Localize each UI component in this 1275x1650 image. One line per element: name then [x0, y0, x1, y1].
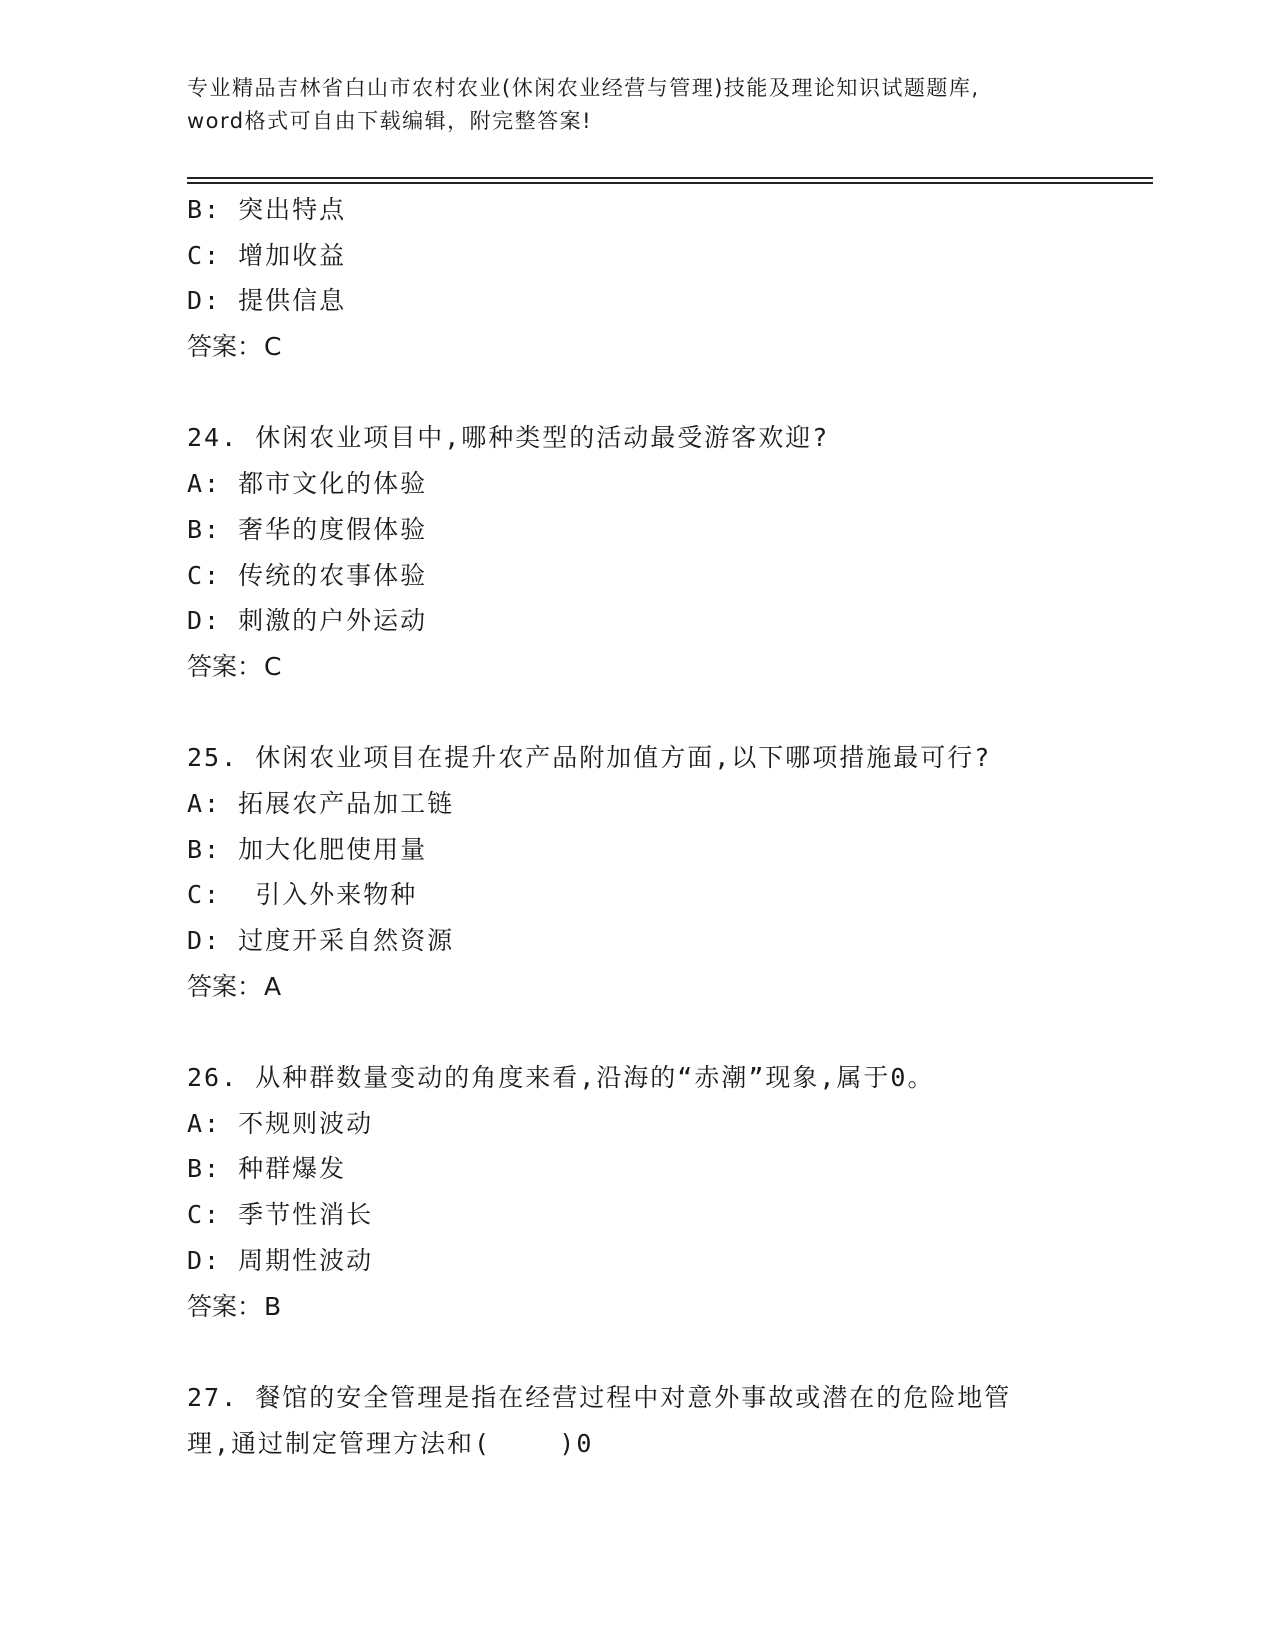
question-27	[187, 1375, 1147, 1466]
question-text: 餐馆的安全管理是指在经营过程中对意外事故或潜在的危险地管	[255, 1382, 1012, 1412]
option-line	[187, 187, 1147, 233]
question-25	[187, 735, 1147, 1009]
answer-value: B	[264, 1291, 282, 1321]
answer-label: 答案：	[187, 1291, 263, 1321]
option-text: 传统的农事体验	[238, 560, 428, 590]
option-line	[187, 233, 1147, 279]
option-key: D:	[187, 1245, 239, 1275]
option-key: A:	[187, 1108, 239, 1138]
answer-line	[187, 964, 1147, 1010]
option-text: 提供信息	[238, 286, 347, 316]
question-text-continued: 理,通过制定管理方法和( )0	[187, 1428, 594, 1458]
question-text: 从种群数量变动的角度来看,沿海的“赤潮”现象,属于0。	[255, 1063, 935, 1093]
option-line	[187, 1146, 1147, 1192]
question-line	[187, 735, 1147, 781]
option-key: A:	[187, 469, 239, 499]
option-text: 增加收益	[238, 240, 347, 270]
header-divider-top	[187, 177, 1153, 179]
option-text: 拓展农产品加工链	[238, 788, 455, 818]
question-26	[187, 1055, 1147, 1329]
option-key: B:	[187, 195, 239, 224]
question-number: 24.	[187, 423, 256, 453]
option-line	[187, 507, 1147, 553]
option-text: 不规则波动	[238, 1108, 374, 1138]
option-key: C:	[187, 240, 239, 270]
option-key: B:	[187, 1154, 239, 1184]
question-number: 25.	[187, 743, 256, 773]
option-line	[187, 781, 1147, 827]
option-key: B:	[187, 834, 239, 864]
option-text: 突出特点	[238, 195, 347, 224]
answer-value: C	[264, 332, 282, 362]
option-text: 种群爆发	[238, 1154, 347, 1184]
option-line	[187, 1101, 1147, 1147]
option-text: 刺激的户外运动	[238, 606, 428, 636]
spacer	[187, 370, 1147, 416]
option-key: D:	[187, 286, 239, 316]
question-number: 26.	[187, 1063, 256, 1093]
question-line	[187, 1055, 1147, 1101]
option-text: 加大化肥使用量	[238, 834, 428, 864]
option-key: C:	[187, 560, 239, 590]
answer-line	[187, 1284, 1147, 1330]
option-line	[187, 872, 1147, 918]
option-line	[187, 1192, 1147, 1238]
spacer	[187, 1329, 1147, 1375]
option-line	[187, 461, 1147, 507]
question-line-continued	[187, 1421, 1147, 1467]
option-line	[187, 1238, 1147, 1284]
option-line	[187, 918, 1147, 964]
header-title-line-2: word格式可自由下载编辑，附完整答案!	[187, 109, 593, 133]
spacer	[187, 690, 1147, 736]
answer-value: C	[264, 651, 282, 681]
option-key: A:	[187, 788, 239, 818]
document-header	[187, 72, 1087, 138]
option-key: D:	[187, 926, 239, 955]
question-number: 27.	[187, 1382, 256, 1412]
answer-line	[187, 644, 1147, 690]
answer-label: 答案：	[187, 971, 263, 1001]
option-key: C:	[187, 1200, 239, 1230]
prev-question	[187, 187, 1147, 370]
option-line	[187, 278, 1147, 324]
answer-value: A	[264, 971, 282, 1001]
question-24	[187, 415, 1147, 689]
option-text: 过度开采自然资源	[238, 926, 455, 955]
question-text: 休闲农业项目在提升农产品附加值方面,以下哪项措施最可行?	[255, 743, 992, 773]
question-text: 休闲农业项目中,哪种类型的活动最受游客欢迎?	[255, 423, 830, 453]
option-key: C:	[187, 880, 239, 910]
option-key: B:	[187, 514, 239, 544]
spacer	[187, 1009, 1147, 1055]
option-key: D:	[187, 606, 239, 636]
question-line	[187, 415, 1147, 461]
answer-line	[187, 324, 1147, 370]
option-line	[187, 553, 1147, 599]
option-text: 周期性波动	[238, 1245, 374, 1275]
option-line	[187, 598, 1147, 644]
option-line	[187, 827, 1147, 873]
answer-label: 答案：	[187, 332, 263, 362]
question-list	[187, 187, 1147, 1466]
question-line	[187, 1375, 1147, 1421]
option-text: 都市文化的体验	[238, 469, 428, 499]
option-text: 奢华的度假体验	[238, 514, 428, 544]
option-text: 引入外来物种	[238, 880, 418, 910]
header-title-line-1: 专业精品吉林省白山市农村农业(休闲农业经营与管理)技能及理论知识试题题库,	[187, 76, 980, 100]
header-divider-bottom	[187, 182, 1153, 184]
option-text: 季节性消长	[238, 1200, 374, 1230]
answer-label: 答案：	[187, 651, 263, 681]
